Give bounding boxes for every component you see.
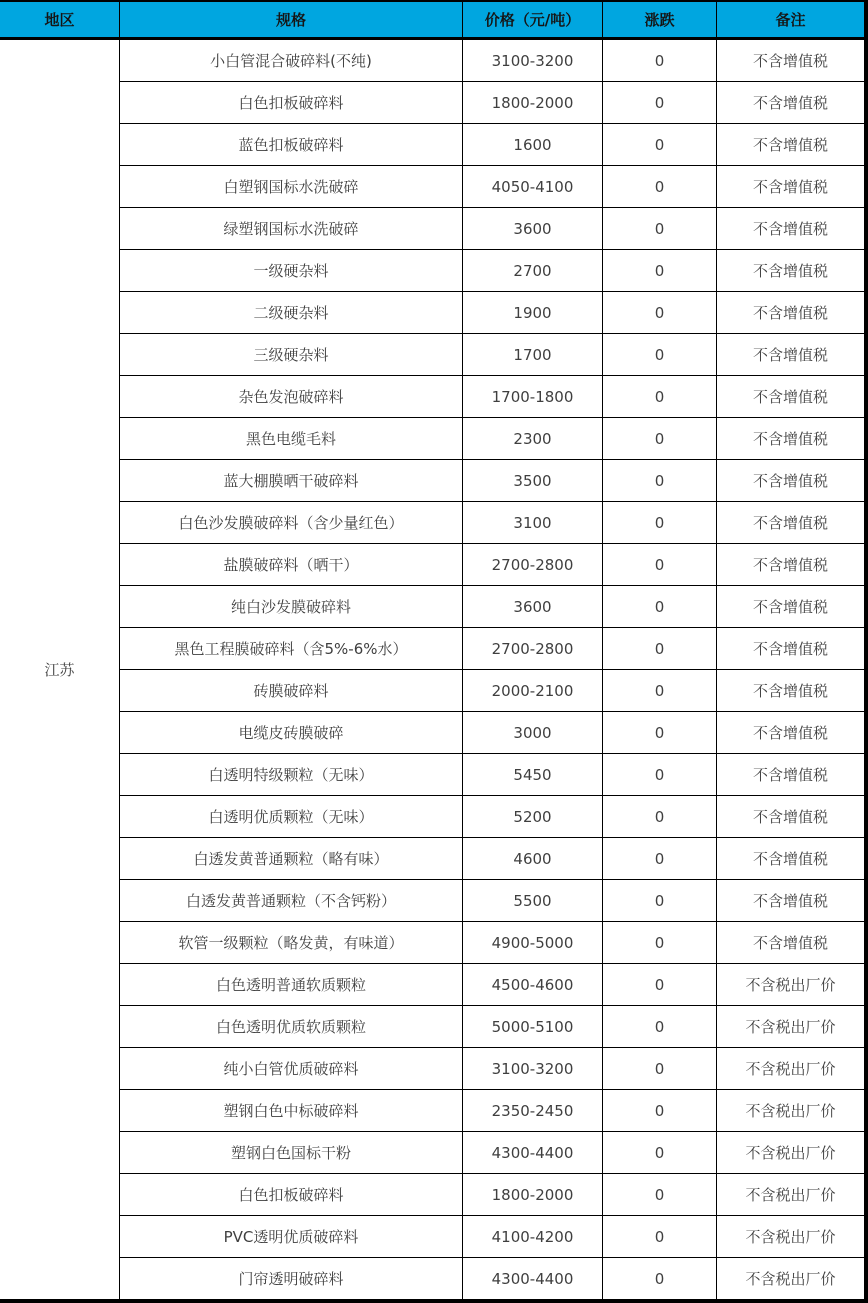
- table-row: [120, 418, 864, 460]
- price-cell: 1800-2000: [463, 82, 603, 123]
- table-row: [120, 964, 864, 1006]
- table-row: [120, 1006, 864, 1048]
- change-cell: 0: [603, 166, 717, 207]
- change-cell: 0: [603, 502, 717, 543]
- spec-cell: PVC透明优质破碎料: [120, 1216, 463, 1257]
- change-cell: 0: [603, 250, 717, 291]
- table-row: [120, 250, 864, 292]
- note-cell: 不含税出厂价: [745, 1144, 836, 1162]
- note-cell: 不含增值税: [752, 178, 828, 196]
- price-cell: 2350-2450: [463, 1090, 603, 1131]
- price-cell: 2700-2800: [463, 628, 603, 669]
- price-cell: 1800-2000: [463, 1174, 603, 1215]
- table-row: [120, 82, 864, 124]
- header-change: 涨跌: [603, 2, 717, 37]
- change-cell: 0: [603, 1132, 717, 1173]
- table-row: [120, 208, 864, 250]
- change-cell: 0: [603, 1174, 717, 1215]
- change-cell: 0: [603, 418, 717, 459]
- table-row: [120, 754, 864, 796]
- table-row: [120, 334, 864, 376]
- change-cell: 0: [603, 460, 717, 501]
- price-cell: 3600: [463, 208, 603, 249]
- spec-cell: 蓝大棚膜晒干破碎料: [120, 460, 463, 501]
- spec-cell: 黑色电缆毛料: [120, 418, 463, 459]
- header-region: 地区: [0, 2, 120, 37]
- note-cell: 不含增值税: [752, 808, 828, 826]
- note-cell: 不含增值税: [752, 220, 828, 238]
- change-cell: 0: [603, 586, 717, 627]
- note-cell: 不含增值税: [752, 136, 828, 154]
- table-row: [120, 1174, 864, 1216]
- spec-cell: 电缆皮砖膜破碎: [120, 712, 463, 753]
- price-cell: 1600: [463, 124, 603, 165]
- spec-cell: 白色沙发膜破碎料（含少量红色）: [120, 502, 463, 543]
- note-cell: 不含税出厂价: [745, 1102, 836, 1120]
- spec-cell: 小白管混合破碎料(不纯): [120, 40, 463, 81]
- note-cell: 不含增值税: [752, 472, 828, 490]
- change-cell: 0: [603, 376, 717, 417]
- change-cell: 0: [603, 292, 717, 333]
- table-rows: [120, 40, 864, 1299]
- note-cell: 不含税出厂价: [745, 1270, 836, 1288]
- table-row: [120, 460, 864, 502]
- table-row: [120, 1132, 864, 1174]
- price-cell: 3100-3200: [463, 40, 603, 81]
- change-cell: 0: [603, 712, 717, 753]
- price-cell: 4050-4100: [463, 166, 603, 207]
- spec-cell: 二级硬杂料: [120, 292, 463, 333]
- change-cell: 0: [603, 1006, 717, 1047]
- price-cell: 3100: [463, 502, 603, 543]
- note-cell: 不含增值税: [752, 682, 828, 700]
- price-cell: 3500: [463, 460, 603, 501]
- change-cell: 0: [603, 628, 717, 669]
- table-row: [120, 712, 864, 754]
- spec-cell: 白透发黄普通颗粒（不含钙粉）: [120, 880, 463, 921]
- note-cell: 不含增值税: [752, 640, 828, 658]
- table-row: [120, 586, 864, 628]
- table-row: [120, 1258, 864, 1299]
- change-cell: 0: [603, 1048, 717, 1089]
- price-cell: 3600: [463, 586, 603, 627]
- spec-cell: 杂色发泡破碎料: [120, 376, 463, 417]
- note-cell: 不含增值税: [752, 52, 828, 70]
- price-cell: 3100-3200: [463, 1048, 603, 1089]
- price-cell: 2700: [463, 250, 603, 291]
- spec-cell: 白色透明普通软质颗粒: [120, 964, 463, 1005]
- change-cell: 0: [603, 40, 717, 81]
- change-cell: 0: [603, 544, 717, 585]
- change-cell: 0: [603, 964, 717, 1005]
- change-cell: 0: [603, 754, 717, 795]
- header-note: 备注: [775, 11, 806, 29]
- spec-cell: 塑钢白色国标干粉: [120, 1132, 463, 1173]
- spec-cell: 门帘透明破碎料: [120, 1258, 463, 1299]
- note-cell: 不含增值税: [752, 514, 828, 532]
- table-row: [120, 922, 864, 964]
- table-row: [120, 502, 864, 544]
- table-row: [120, 838, 864, 880]
- spec-cell: 白透明特级颗粒（无味）: [120, 754, 463, 795]
- note-cell: 不含增值税: [752, 850, 828, 868]
- spec-cell: 白塑钢国标水洗破碎: [120, 166, 463, 207]
- region-cell: 江苏: [0, 40, 120, 1299]
- change-cell: 0: [603, 838, 717, 879]
- price-cell: 4600: [463, 838, 603, 879]
- price-cell: 5200: [463, 796, 603, 837]
- table-row: [120, 376, 864, 418]
- table-row: [120, 1216, 864, 1258]
- note-cell: 不含增值税: [752, 598, 828, 616]
- spec-cell: 纯白沙发膜破碎料: [120, 586, 463, 627]
- note-cell: 不含增值税: [752, 724, 828, 742]
- table-row: [120, 880, 864, 922]
- spec-cell: 白色透明优质软质颗粒: [120, 1006, 463, 1047]
- price-cell: 4500-4600: [463, 964, 603, 1005]
- change-cell: 0: [603, 880, 717, 921]
- table-row: [120, 1090, 864, 1132]
- note-cell: 不含增值税: [752, 346, 828, 364]
- spec-cell: 蓝色扣板破碎料: [120, 124, 463, 165]
- price-cell: 2300: [463, 418, 603, 459]
- spec-cell: 塑钢白色中标破碎料: [120, 1090, 463, 1131]
- spec-cell: 一级硬杂料: [120, 250, 463, 291]
- note-cell: 不含增值税: [752, 304, 828, 322]
- price-cell: 1700: [463, 334, 603, 375]
- header-price: 价格（元/吨）: [463, 2, 603, 37]
- price-cell: 1700-1800: [463, 376, 603, 417]
- table-row: [120, 796, 864, 838]
- price-cell: 4100-4200: [463, 1216, 603, 1257]
- change-cell: 0: [603, 1216, 717, 1257]
- note-cell: 不含增值税: [752, 430, 828, 448]
- table-row: [120, 1048, 864, 1090]
- change-cell: 0: [603, 1258, 717, 1299]
- change-cell: 0: [603, 208, 717, 249]
- note-cell: 不含增值税: [752, 556, 828, 574]
- note-cell: 不含税出厂价: [745, 1186, 836, 1204]
- spec-cell: 白色扣板破碎料: [120, 1174, 463, 1215]
- table-row: [120, 40, 864, 82]
- spec-cell: 白透发黄普通颗粒（略有味）: [120, 838, 463, 879]
- note-cell: 不含增值税: [752, 388, 828, 406]
- price-cell: 4300-4400: [463, 1258, 603, 1299]
- spec-cell: 黑色工程膜破碎料（含5%-6%水）: [120, 628, 463, 669]
- note-cell: 不含增值税: [752, 934, 828, 952]
- spec-cell: 三级硬杂料: [120, 334, 463, 375]
- spec-cell: 白色扣板破碎料: [120, 82, 463, 123]
- price-cell: 4300-4400: [463, 1132, 603, 1173]
- table-row: [120, 670, 864, 712]
- note-cell: 不含增值税: [752, 262, 828, 280]
- change-cell: 0: [603, 82, 717, 123]
- spec-cell: 白透明优质颗粒（无味）: [120, 796, 463, 837]
- change-cell: 0: [603, 922, 717, 963]
- change-cell: 0: [603, 334, 717, 375]
- table-row: [120, 544, 864, 586]
- change-cell: 0: [603, 124, 717, 165]
- header-spec: 规格: [120, 2, 463, 37]
- price-cell: 3000: [463, 712, 603, 753]
- note-cell: 不含增值税: [752, 766, 828, 784]
- spec-cell: 砖膜破碎料: [120, 670, 463, 711]
- note-cell: 不含增值税: [752, 94, 828, 112]
- price-cell: 5000-5100: [463, 1006, 603, 1047]
- change-cell: 0: [603, 796, 717, 837]
- table-row: [120, 166, 864, 208]
- price-cell: 2000-2100: [463, 670, 603, 711]
- note-cell: 不含税出厂价: [745, 1060, 836, 1078]
- note-cell: 不含税出厂价: [745, 976, 836, 994]
- table-header: [0, 2, 864, 40]
- table-row: [120, 292, 864, 334]
- change-cell: 0: [603, 1090, 717, 1131]
- note-cell: 不含税出厂价: [745, 1018, 836, 1036]
- spec-cell: 绿塑钢国标水洗破碎: [120, 208, 463, 249]
- spec-cell: 盐膜破碎料（晒干）: [120, 544, 463, 585]
- spec-cell: 软管一级颗粒（略发黄，有味道）: [120, 922, 463, 963]
- table-row: [120, 628, 864, 670]
- table-row: [120, 124, 864, 166]
- change-cell: 0: [603, 670, 717, 711]
- price-cell: 2700-2800: [463, 544, 603, 585]
- note-cell: 不含税出厂价: [745, 1228, 836, 1246]
- price-cell: 1900: [463, 292, 603, 333]
- table-body: [0, 40, 864, 1299]
- price-cell: 4900-5000: [463, 922, 603, 963]
- note-cell: 不含增值税: [752, 892, 828, 910]
- spec-cell: 纯小白管优质破碎料: [120, 1048, 463, 1089]
- price-cell: 5500: [463, 880, 603, 921]
- price-cell: 5450: [463, 754, 603, 795]
